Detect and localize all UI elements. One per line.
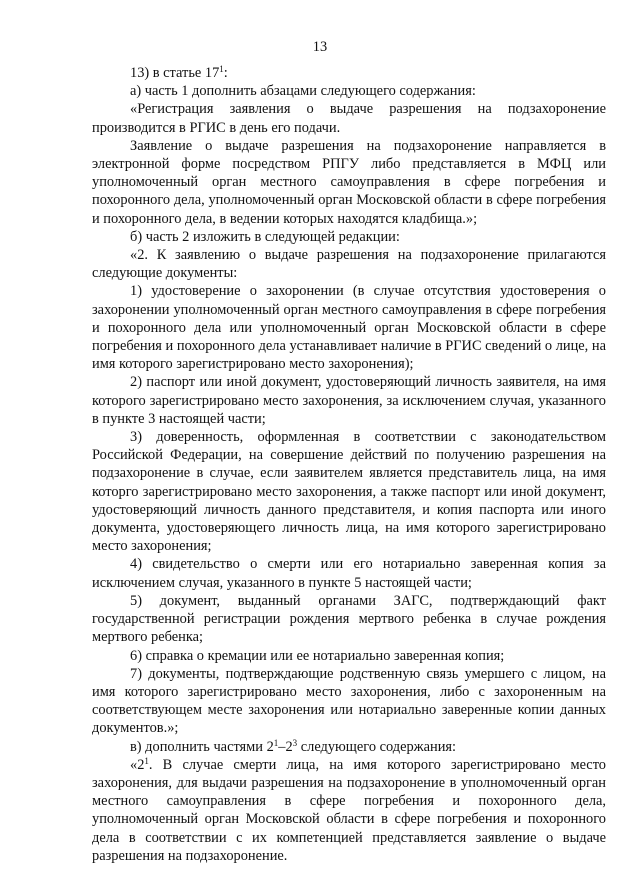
list-item-2: 2) паспорт или иной документ, удостоверяющий личность заявителя, на имя которого зарегистрировано место захоронения, за исключением случая, указанного в пункте 3 настоящей части; (92, 374, 606, 427)
text-run: –2 (278, 738, 293, 755)
superscript: 1 (219, 64, 224, 74)
superscript: 1 (144, 755, 149, 766)
paragraph-registration: «Регистрация заявления о выдаче разрешения на подзахоронение производится в РГИС в день его подачи. (92, 101, 606, 136)
text-run: . В случае смерти лица, на имя которого зарегистрировано место захоронения, для выдачи разрешения на подзахоронение в уполномоченный орган местного самоуправления в сфере погребения и похоронного дела, уполномоченный орган Московской области в сфере погребения и похоронного дела в соответствии с их компетенцией представляется заявление о выдаче разрешения на подзахоронение. (92, 756, 606, 864)
text-run: : (223, 65, 228, 81)
list-item-3: 3) доверенность, оформленная в соответствии с законодательством Российской Федерации, на совершение действий по получению разрешения на подзахоронение в случае, если заявителем является представитель лица, на имя которго зарегистрировано место захоронения, а также паспорт или иной документ, удостоверяющий личность данного представителя, и копия паспорта или иного документа, удостоверяющего личность лица, на имя которого зарегистрировано место захоронения; (92, 429, 606, 555)
list-item-1: 1) удостоверение о захоронении (в случае отсутствия удостоверения о захоронении уполномоченный орган местного самоуправления в сфере погребения и похоронного дела или уполномоченный орган Московской области в сфере погребения и похоронного дела устанавливает наличие в РГИС сведений о лице, на имя которого зарегистрировано место захоронения); (92, 283, 606, 373)
superscript: 1 (273, 737, 279, 748)
text-run: 13) в статье 17 (130, 65, 220, 81)
list-item-7: 7) документы, подтверждающие родственную связь умершего с лицом, на имя которого зарегистрировано место захоронения, либо с захороненным на соответствующем месте захоронения или нотариально заверенные копии данных документов.»; (92, 665, 606, 737)
list-item-5: 5) документ, выданный органами ЗАГС, подтверждающий факт государственной регистрации рождения мертвого ребенка в случае рождения мертвого ребенка; (92, 592, 606, 646)
page-number: 13 (312, 39, 328, 55)
superscript: 3 (292, 737, 298, 748)
paragraph-part-2-1 (92, 756, 606, 865)
paragraph-article-17-1 (92, 64, 606, 82)
list-item-6: 6) справка о кремации или ее нотариально заверенная копия; (130, 647, 505, 664)
paragraph-application: Заявление о выдаче разрешения на подзахоронение направляется в электронной форме посредством РПГУ либо представляется в МФЦ или уполномоченный орган местного самоуправления в сфере погребения и похоронного дела, уполномоченный орган Московской области в сфере погребения и похоронного дела, в ведении которых находятся кладбища.»; (92, 137, 606, 227)
paragraph-v (92, 738, 606, 756)
list-item-4: 4) свидетельство о смерти или его нотариально заверенная копия за исключением случая, указанного в пункте 5 настоящей части; (92, 556, 606, 591)
paragraph-part-2: «2. К заявлению о выдаче разрешения на подзахоронение прилагаются следующие документы: (92, 247, 606, 282)
document-body (92, 64, 606, 865)
paragraph-a: а) часть 1 дополнить абзацами следующего содержания: (130, 83, 476, 100)
text-run: в) дополнить частями 2 (130, 738, 274, 755)
text-run: следующего содержания: (297, 738, 457, 755)
text-run: «2 (130, 756, 145, 773)
paragraph-b: б) часть 2 изложить в следующей редакции: (130, 228, 400, 245)
